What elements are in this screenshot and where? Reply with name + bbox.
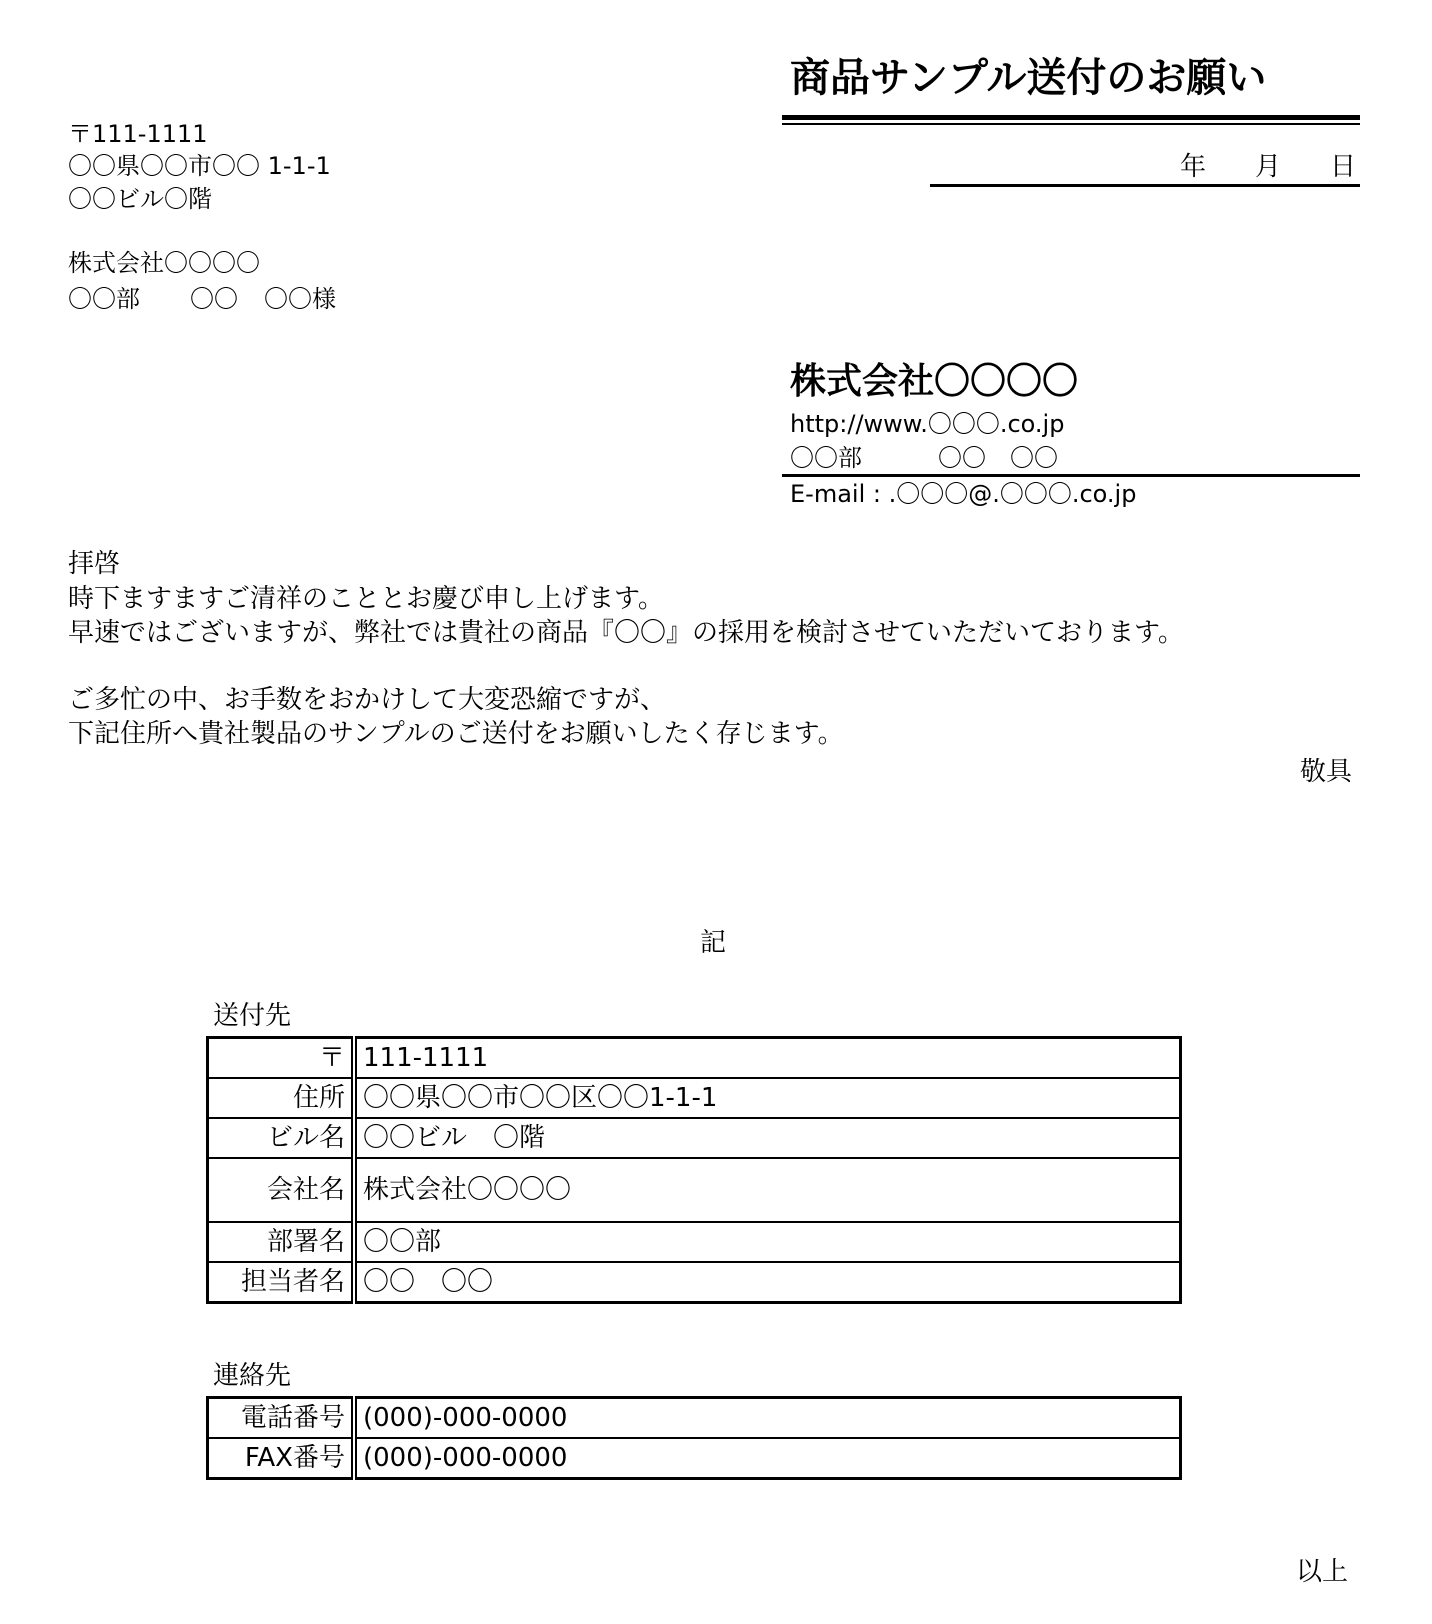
- table-row: [208, 1438, 1181, 1479]
- sender-company: 株式会社〇〇〇〇: [790, 361, 1079, 402]
- row-label-postal: 〒: [208, 1038, 355, 1079]
- row-label-phone: 電話番号: [208, 1398, 355, 1439]
- recipient-postal: 〒111-1111: [68, 120, 208, 148]
- recipient-name-last: 〇〇: [190, 285, 238, 313]
- title-underline-thin: [782, 123, 1360, 125]
- contact-table: [206, 1396, 1182, 1480]
- row-value-company: 株式会社〇〇〇〇: [354, 1158, 1181, 1222]
- table-row: [208, 1038, 1181, 1079]
- recipient-department: 〇〇部: [68, 285, 140, 313]
- row-label-building: ビル名: [208, 1118, 355, 1158]
- row-value-building: 〇〇ビル 〇階: [354, 1118, 1181, 1158]
- body-line-4: 下記住所へ貴社製品のサンプルのご送付をお願いしたく存じます。: [68, 719, 844, 749]
- table-row: [208, 1078, 1181, 1118]
- body-line-1: 時下ますますご清祥のこととお慶び申し上げます。: [68, 584, 664, 614]
- table-row: [208, 1262, 1181, 1303]
- document-title: 商品サンプル送付のお願い: [790, 55, 1267, 101]
- contact-label: 連絡先: [213, 1361, 292, 1391]
- row-value-contact-person: 〇〇 〇〇: [354, 1262, 1181, 1303]
- recipient-company: 株式会社〇〇〇〇: [68, 249, 260, 277]
- sender-url: http://www.〇〇〇.co.jp: [790, 410, 1065, 438]
- salutation: 拝啓: [68, 549, 121, 579]
- table-row: [208, 1118, 1181, 1158]
- row-label-department: 部署名: [208, 1222, 355, 1262]
- sender-divider: [782, 474, 1360, 477]
- table-row: [208, 1222, 1181, 1262]
- row-label-contact-person: 担当者名: [208, 1262, 355, 1303]
- body-line-3: ご多忙の中、お手数をおかけして大変恐縮ですが、: [68, 685, 667, 715]
- sender-name-last: 〇〇: [938, 444, 986, 472]
- row-label-fax: FAX番号: [208, 1438, 355, 1479]
- sender-department: 〇〇部: [790, 444, 862, 472]
- row-value-department: 〇〇部: [354, 1222, 1181, 1262]
- row-value-phone: (000)-000-0000: [354, 1398, 1181, 1439]
- table-row: [208, 1398, 1181, 1439]
- date-month: 月: [1255, 152, 1282, 182]
- recipient-name-first: 〇〇様: [264, 285, 336, 313]
- title-underline: [782, 115, 1360, 120]
- shipping-label: 送付先: [213, 1001, 292, 1031]
- recipient-address2: 〇〇ビル〇階: [68, 185, 212, 213]
- sender-name-first: 〇〇: [1010, 444, 1058, 472]
- date-field: [930, 150, 1360, 187]
- table-row: [208, 1158, 1181, 1222]
- date-day: 日: [1330, 152, 1357, 182]
- row-value-fax: (000)-000-0000: [354, 1438, 1181, 1479]
- row-label-address: 住所: [208, 1078, 355, 1118]
- recipient-address1: 〇〇県〇〇市〇〇 1-1-1: [68, 152, 331, 180]
- notes-heading: 記: [700, 928, 727, 958]
- row-value-address: 〇〇県〇〇市〇〇区〇〇1-1-1: [354, 1078, 1181, 1118]
- body-line-2: 早速ではございますが、弊社では貴社の商品『〇〇』の採用を検討させていただいております。: [68, 618, 1184, 648]
- end-mark: 以上: [1296, 1557, 1349, 1587]
- sender-email: E-mail : .〇〇〇@.〇〇〇.co.jp: [790, 480, 1137, 508]
- row-label-company: 会社名: [208, 1158, 355, 1222]
- shipping-table: [206, 1036, 1182, 1304]
- date-year: 年: [1180, 152, 1207, 182]
- row-value-postal: 111-1111: [354, 1038, 1181, 1079]
- closing: 敬具: [1300, 757, 1353, 787]
